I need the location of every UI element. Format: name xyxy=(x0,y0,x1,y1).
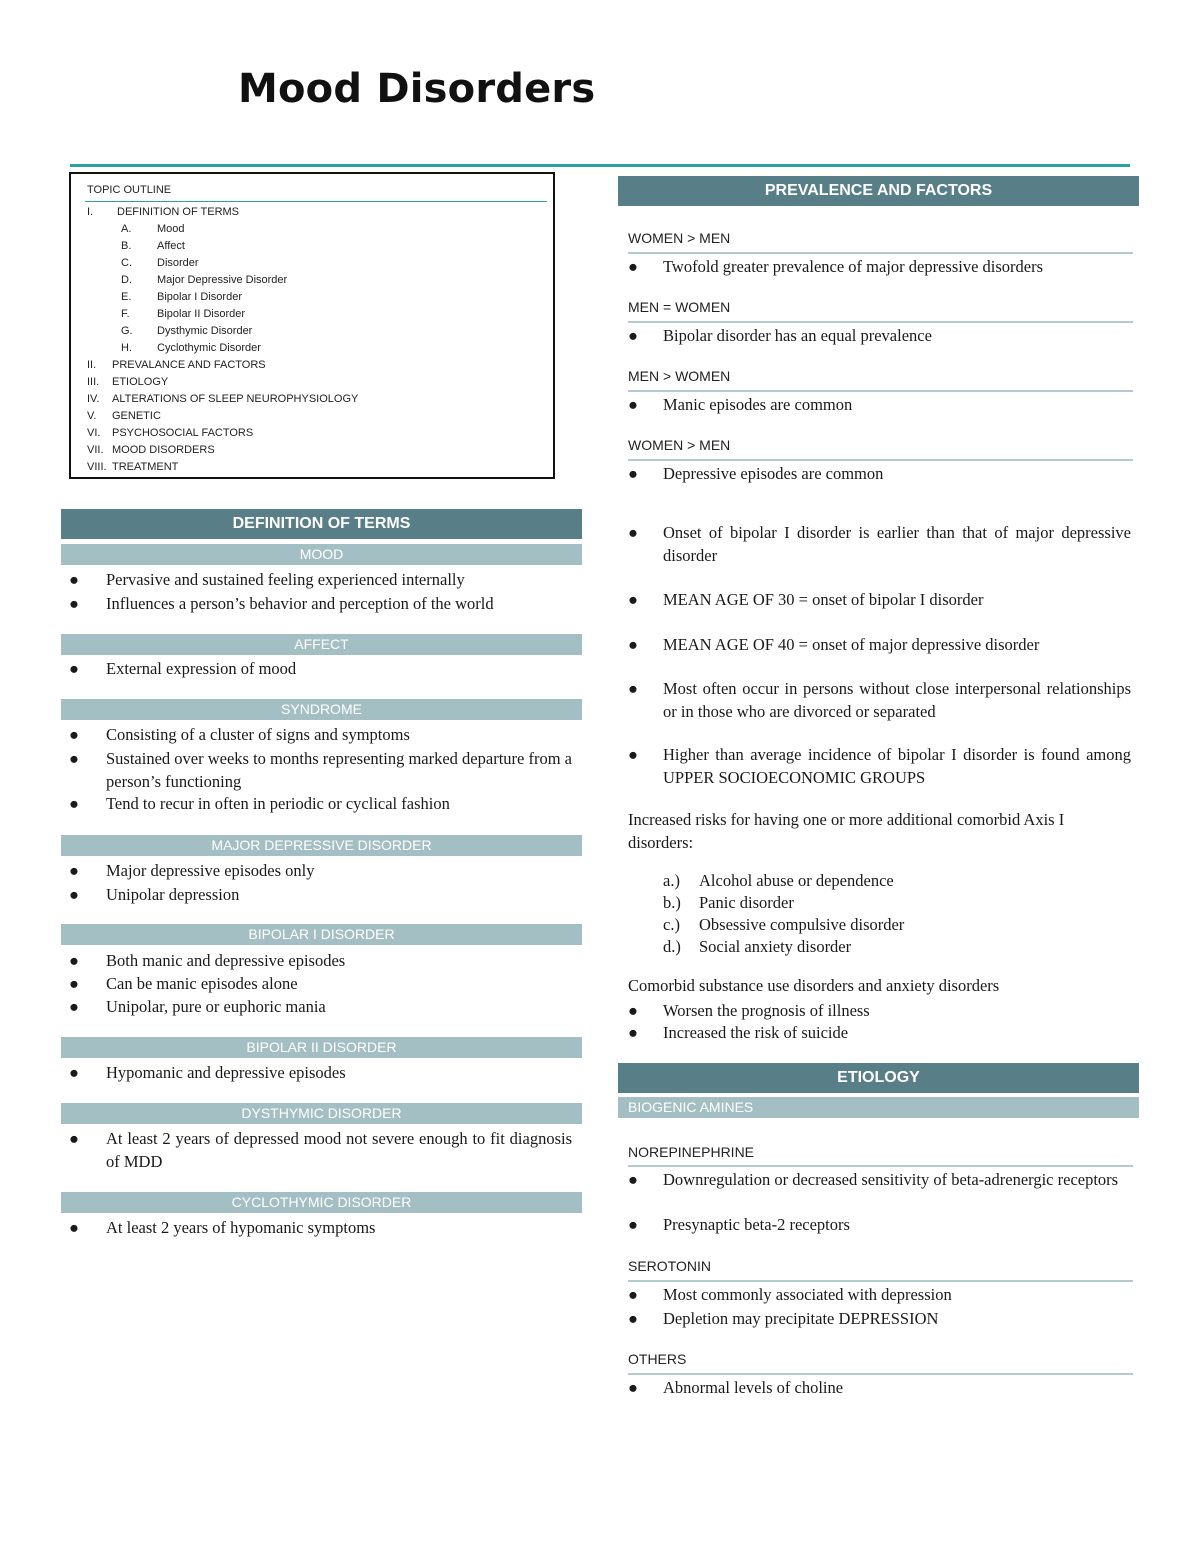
outline-item-label: Bipolar II Disorder xyxy=(157,308,246,320)
list-item: Panic disorder xyxy=(699,893,794,912)
title-divider xyxy=(70,164,1130,167)
bullet-icon: ● xyxy=(628,1023,638,1042)
outline-item-label: Bipolar I Disorder xyxy=(157,291,242,303)
outline-item-number: I. xyxy=(87,206,94,218)
list-marker: a.) xyxy=(663,871,680,890)
outline-item-label: GENETIC xyxy=(112,410,161,422)
list-item: ● Twofold greater prevalence of major depressive disorders xyxy=(628,256,1133,278)
bullet-icon: ● xyxy=(69,974,79,993)
subsection-dysthymic: DYSTHYMIC DISORDER xyxy=(61,1103,582,1124)
list-marker: b.) xyxy=(663,893,681,912)
group-label: WOMEN > MEN xyxy=(628,230,731,246)
list-item: ● Presynaptic beta-2 receptors xyxy=(628,1214,1133,1236)
subsection-mdd: MAJOR DEPRESSIVE DISORDER xyxy=(61,835,582,856)
outline-item-number: A. xyxy=(121,223,132,235)
list-item: ● Major depressive episodes only xyxy=(69,860,574,882)
outline-header-rule xyxy=(85,201,547,202)
list-item: ● Consisting of a cluster of signs and symptoms xyxy=(69,724,574,746)
outline-item-number: C. xyxy=(121,257,132,269)
outline-item-label: TREATMENT xyxy=(112,461,179,473)
list-item: ● Most often occur in persons without close interpersonal relationships or in those who are divorced or separated xyxy=(628,679,1131,721)
bullet-icon: ● xyxy=(69,794,79,813)
list-item: ● Bipolar disorder has an equal prevalence xyxy=(628,325,1133,347)
bullet-icon: ● xyxy=(69,1129,79,1148)
outline-item-number: III. xyxy=(87,376,100,388)
subsection-bipolar-1: BIPOLAR I DISORDER xyxy=(61,924,582,945)
outline-item-label: Dysthymic Disorder xyxy=(157,325,253,337)
list-item: ● Can be manic episodes alone xyxy=(69,973,574,995)
outline-item-label: DEFINITION OF TERMS xyxy=(117,206,240,218)
group-label: OTHERS xyxy=(628,1351,687,1367)
list-item: ● Worsen the prognosis of illness xyxy=(628,1000,1133,1022)
group-rule xyxy=(628,1373,1133,1375)
bullet-icon: ● xyxy=(628,395,638,414)
bullet-icon: ● xyxy=(628,635,638,654)
bullet-icon: ● xyxy=(69,594,79,613)
outline-item-label: PSYCHOSOCIAL FACTORS xyxy=(112,427,254,439)
bullet-icon: ● xyxy=(628,464,638,483)
outline-item-label: Mood xyxy=(157,223,185,235)
list-item: ● Abnormal levels of choline xyxy=(628,1377,1133,1399)
group-rule xyxy=(628,1165,1133,1167)
section-etiology: ETIOLOGY xyxy=(618,1063,1139,1093)
list-marker: c.) xyxy=(663,915,680,934)
outline-item-number: B. xyxy=(121,240,132,252)
list-item: Obsessive compulsive disorder xyxy=(699,915,905,934)
outline-item-number: V. xyxy=(87,410,97,422)
bullet-icon: ● xyxy=(628,1309,638,1328)
list-item: ● At least 2 years of depressed mood not severe enough to fit diagnosis of MDD xyxy=(69,1129,572,1171)
subsection-biogenic-amines: BIOGENIC AMINES xyxy=(618,1097,1139,1118)
list-marker: d.) xyxy=(663,937,681,956)
outline-item-label: MOOD DISORDERS xyxy=(112,444,215,456)
substance-intro: Comorbid substance use disorders and anxiety disorders xyxy=(628,976,1000,995)
section-prevalence-and-factors: PREVALENCE AND FACTORS xyxy=(618,176,1139,206)
list-item: ● Pervasive and sustained feeling experienced internally xyxy=(69,569,574,591)
list-item: ● MEAN AGE OF 40 = onset of major depressive disorder xyxy=(628,634,1133,656)
list-item: ● Higher than average incidence of bipolar I disorder is found among UPPER SOCIOECONOMIC GROUPS xyxy=(628,745,1131,787)
bullet-icon: ● xyxy=(628,1215,638,1234)
bullet-icon: ● xyxy=(69,951,79,970)
list-item: ● Increased the risk of suicide xyxy=(628,1022,1133,1044)
bullet-icon: ● xyxy=(628,745,638,764)
outline-item-label: ETIOLOGY xyxy=(112,376,169,388)
subsection-bipolar-2: BIPOLAR II DISORDER xyxy=(61,1037,582,1058)
outline-item-number: II. xyxy=(87,359,97,371)
outline-item-label: ALTERATIONS OF SLEEP NEUROPHYSIOLOGY xyxy=(112,393,359,405)
list-item: ● Hypomanic and depressive episodes xyxy=(69,1062,574,1084)
outline-item-number: H. xyxy=(121,342,132,354)
outline-item-label: PREVALANCE AND FACTORS xyxy=(112,359,266,371)
bullet-icon: ● xyxy=(628,1170,638,1189)
bullet-icon: ● xyxy=(69,1063,79,1082)
bullet-icon: ● xyxy=(69,1218,79,1237)
list-item: ● Both manic and depressive episodes xyxy=(69,950,574,972)
group-rule xyxy=(628,1280,1133,1282)
outline-item-number: VII. xyxy=(87,444,104,456)
list-item: Alcohol abuse or dependence xyxy=(699,871,894,890)
group-label: MEN = WOMEN xyxy=(628,299,731,315)
list-item: ● Most commonly associated with depression xyxy=(628,1284,1133,1306)
group-rule xyxy=(628,459,1133,461)
bullet-icon: ● xyxy=(628,1001,638,1020)
bullet-icon: ● xyxy=(628,1378,638,1397)
group-rule xyxy=(628,390,1133,392)
group-label: WOMEN > MEN xyxy=(628,437,731,453)
group-label: SEROTONIN xyxy=(628,1258,711,1274)
list-item: ● Sustained over weeks to months representing marked departure from a person’s functioning xyxy=(69,749,572,791)
list-item: ● At least 2 years of hypomanic symptoms xyxy=(69,1217,574,1239)
bullet-icon: ● xyxy=(69,570,79,589)
list-item: ● Manic episodes are common xyxy=(628,394,1133,416)
outline-item-number: IV. xyxy=(87,393,100,405)
list-item: ● Depressive episodes are common xyxy=(628,463,1133,485)
page-title: Mood Disorders xyxy=(238,66,596,112)
bullet-icon: ● xyxy=(628,523,638,542)
group-rule xyxy=(628,321,1133,323)
bullet-icon: ● xyxy=(69,997,79,1016)
list-item: ● Tend to recur in often in periodic or cyclical fashion xyxy=(69,793,574,815)
comorbid-intro: Increased risks for having one or more additional comorbid Axis I disorders: xyxy=(628,810,1065,852)
outline-item-number: F. xyxy=(121,308,130,320)
bullet-icon: ● xyxy=(628,679,638,698)
bullet-icon: ● xyxy=(628,590,638,609)
outline-item-label: Major Depressive Disorder xyxy=(157,274,288,286)
subsection-affect: AFFECT xyxy=(61,634,582,655)
list-item: ● Downregulation or decreased sensitivity of beta-adrenergic receptors xyxy=(628,1169,1133,1215)
outline-item-label: Disorder xyxy=(157,257,199,269)
outline-item-number: D. xyxy=(121,274,132,286)
group-rule xyxy=(628,252,1133,254)
list-item: ● External expression of mood xyxy=(69,658,574,680)
bullet-icon: ● xyxy=(628,326,638,345)
outline-item-label: Affect xyxy=(157,240,185,252)
bullet-icon: ● xyxy=(628,1285,638,1304)
subsection-cyclothymic: CYCLOTHYMIC DISORDER xyxy=(61,1192,582,1213)
bullet-icon: ● xyxy=(69,885,79,904)
list-item: ● MEAN AGE OF 30 = onset of bipolar I disorder xyxy=(628,589,1133,611)
list-item: ● Onset of bipolar I disorder is earlier than that of major depressive disorder xyxy=(628,523,1131,565)
group-label: NOREPINEPHRINE xyxy=(628,1144,755,1160)
outline-header: TOPIC OUTLINE xyxy=(87,184,172,196)
list-item: ● Depletion may precipitate DEPRESSION xyxy=(628,1308,1133,1330)
subsection-mood: MOOD xyxy=(61,544,582,565)
section-definition-of-terms: DEFINITION OF TERMS xyxy=(61,509,582,539)
bullet-icon: ● xyxy=(69,749,79,768)
list-item: ● Unipolar depression xyxy=(69,884,574,906)
list-item: ● Unipolar, pure or euphoric mania xyxy=(69,996,574,1018)
bullet-icon: ● xyxy=(69,725,79,744)
topic-outline-box xyxy=(69,172,555,479)
outline-item-number: E. xyxy=(121,291,132,303)
group-label: MEN > WOMEN xyxy=(628,368,731,384)
outline-item-number: VI. xyxy=(87,427,101,439)
outline-item-label: Cyclothymic Disorder xyxy=(157,342,261,354)
list-item: Social anxiety disorder xyxy=(699,937,852,956)
list-item: ● Influences a person’s behavior and perception of the world xyxy=(69,593,574,615)
bullet-icon: ● xyxy=(69,659,79,678)
outline-item-number: G. xyxy=(121,325,133,337)
bullet-icon: ● xyxy=(69,861,79,880)
subsection-syndrome: SYNDROME xyxy=(61,699,582,720)
outline-item-number: VIII. xyxy=(87,461,107,473)
bullet-icon: ● xyxy=(628,257,638,276)
